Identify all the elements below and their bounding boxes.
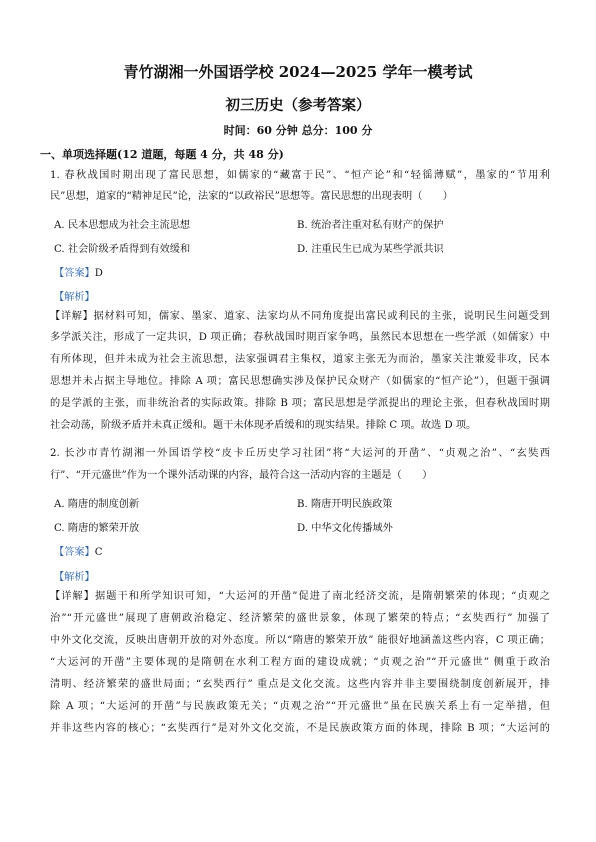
question-1-detail-line-1: 【详解】据材料可知，儒家、墨家、道家、法家均从不同角度提出富民或利民的主张，说明民生问题受到: [50, 311, 550, 322]
answer-value: D: [94, 268, 103, 279]
answer-tag: 【答案】: [54, 547, 95, 558]
exam-meta: 时间：60 分钟 总分：100 分: [223, 124, 373, 137]
question-2-option-b: B. 隋唐开明民族政策: [297, 499, 393, 510]
question-1-detail-line-4: 思想并未占据主导地位。排除 A 项；富民思想确实涉及保护民众财产（如儒家的“恒产论”），但题干强调: [50, 376, 550, 387]
section-heading: 一、单项选择题(12 道题，每题 4 分，共 48 分): [40, 148, 284, 161]
answer-value: C: [94, 547, 103, 558]
question-1-option-b: B. 统治者注重对私有财产的保护: [297, 220, 444, 231]
question-1-option-c: C. 社会阶级矛盾得到有效缓和: [54, 244, 191, 255]
question-2-detail-line-2: 治”“开元盛世”展现了唐朝政治稳定、经济繁荣的盛世景象，体现了繁荣的特点；“玄奘西行” 加强了: [50, 613, 550, 624]
question-2-line-1: 2. 长沙市青竹湖湘一外国语学校“皮卡丘历史学习社团”将“大运河的开凿”、“贞观之治”、“玄奘西: [50, 448, 550, 459]
question-2-answer: [54, 543, 103, 558]
question-1-line-2: 民”思想，道家的“精神足民”论，法家的“以政裕民”思想等。富民思想的出现表明（ ）: [50, 191, 453, 202]
question-2-option-a: A. 隋唐的制度创新: [54, 499, 140, 510]
question-2-detail-line-4: “大运河的开凿”主要体现的是隋朝在水利工程方面的建设成就；“贞观之治”“开元盛世” 侧重于政治: [50, 657, 550, 668]
question-2-analysis-tag: 【解析】: [54, 572, 95, 583]
question-1-detail-line-6: 社会动荡，阶级矛盾并未真正缓和。题干未体现矛盾缓和的现实结果。排除 C 项。故选 D 项。: [50, 420, 477, 431]
question-2-detail-line-1: 【详解】据题干和所学知识可知，“大运河的开凿”促进了南北经济交流，是隋朝繁荣的体现；“贞观之: [50, 591, 550, 602]
exam-title: 青竹湖湘一外国语学校 2024—2025 学年一模考试: [123, 63, 473, 81]
question-1-detail-line-2: 多学派关注，形成了一定共识，D 项正确；春秋战国时期百家争鸣，虽然民本思想在一些学派（如儒家）中: [50, 332, 550, 343]
question-2-detail-line-6: 除 A 项；“大运河的开凿”与民族政策无关；“贞观之治”“开元盛世”虽在民族关系上有一定举措，但: [50, 701, 550, 712]
question-1-answer: [54, 264, 103, 279]
question-1-detail-line-3: 有所体现，但并未成为社会主流思想，法家强调君主集权，道家主张无为而治，墨家关注兼爱非攻，民本: [50, 354, 550, 365]
question-2-detail-line-7: 并非这些内容的核心；“玄奘西行”是对外文化交流，不是民族政策方面的体现，排除 B 项；“大运河的: [50, 723, 550, 734]
question-2-line-2: 行”、“开元盛世”作为一个课外活动课的内容，最符合这一活动内容的主题是（ ）: [50, 470, 433, 481]
answer-tag: 【答案】: [54, 268, 95, 279]
question-1-option-d: D. 注重民生已成为某些学派共识: [297, 244, 444, 255]
question-1-analysis-tag: 【解析】: [54, 292, 95, 303]
question-2-detail-line-3: 中外文化交流，反映出唐朝开放的对外态度。所以“隋唐的繁荣开放” 能很好地涵盖这些内容，C 项正确；: [50, 635, 550, 646]
question-2-option-c: C. 隋唐的繁荣开放: [54, 523, 140, 534]
exam-subtitle: 初三历史（参考答案）: [225, 97, 371, 114]
question-2-option-d: D. 中华文化传播域外: [297, 523, 393, 534]
question-2-detail-line-5: 清明、经济繁荣的盛世局面；“玄奘西行” 重点是文化交流。这些内容并非主要围绕制度创新展开，排: [50, 679, 550, 690]
question-1-detail-line-5: 的是学派的主张，而非统治者的实际政策。排除 B 项；富民思想是学派提出的理论主张，但春秋战国时期: [50, 398, 550, 409]
question-1-line-1: 1. 春秋战国时期出现了富民思想，如儒家的“藏富于民”、“恒产论”和“轻徭薄赋”，墨家的“节用利: [50, 170, 550, 181]
question-1-option-a: A. 民本思想成为社会主流思想: [54, 220, 191, 231]
